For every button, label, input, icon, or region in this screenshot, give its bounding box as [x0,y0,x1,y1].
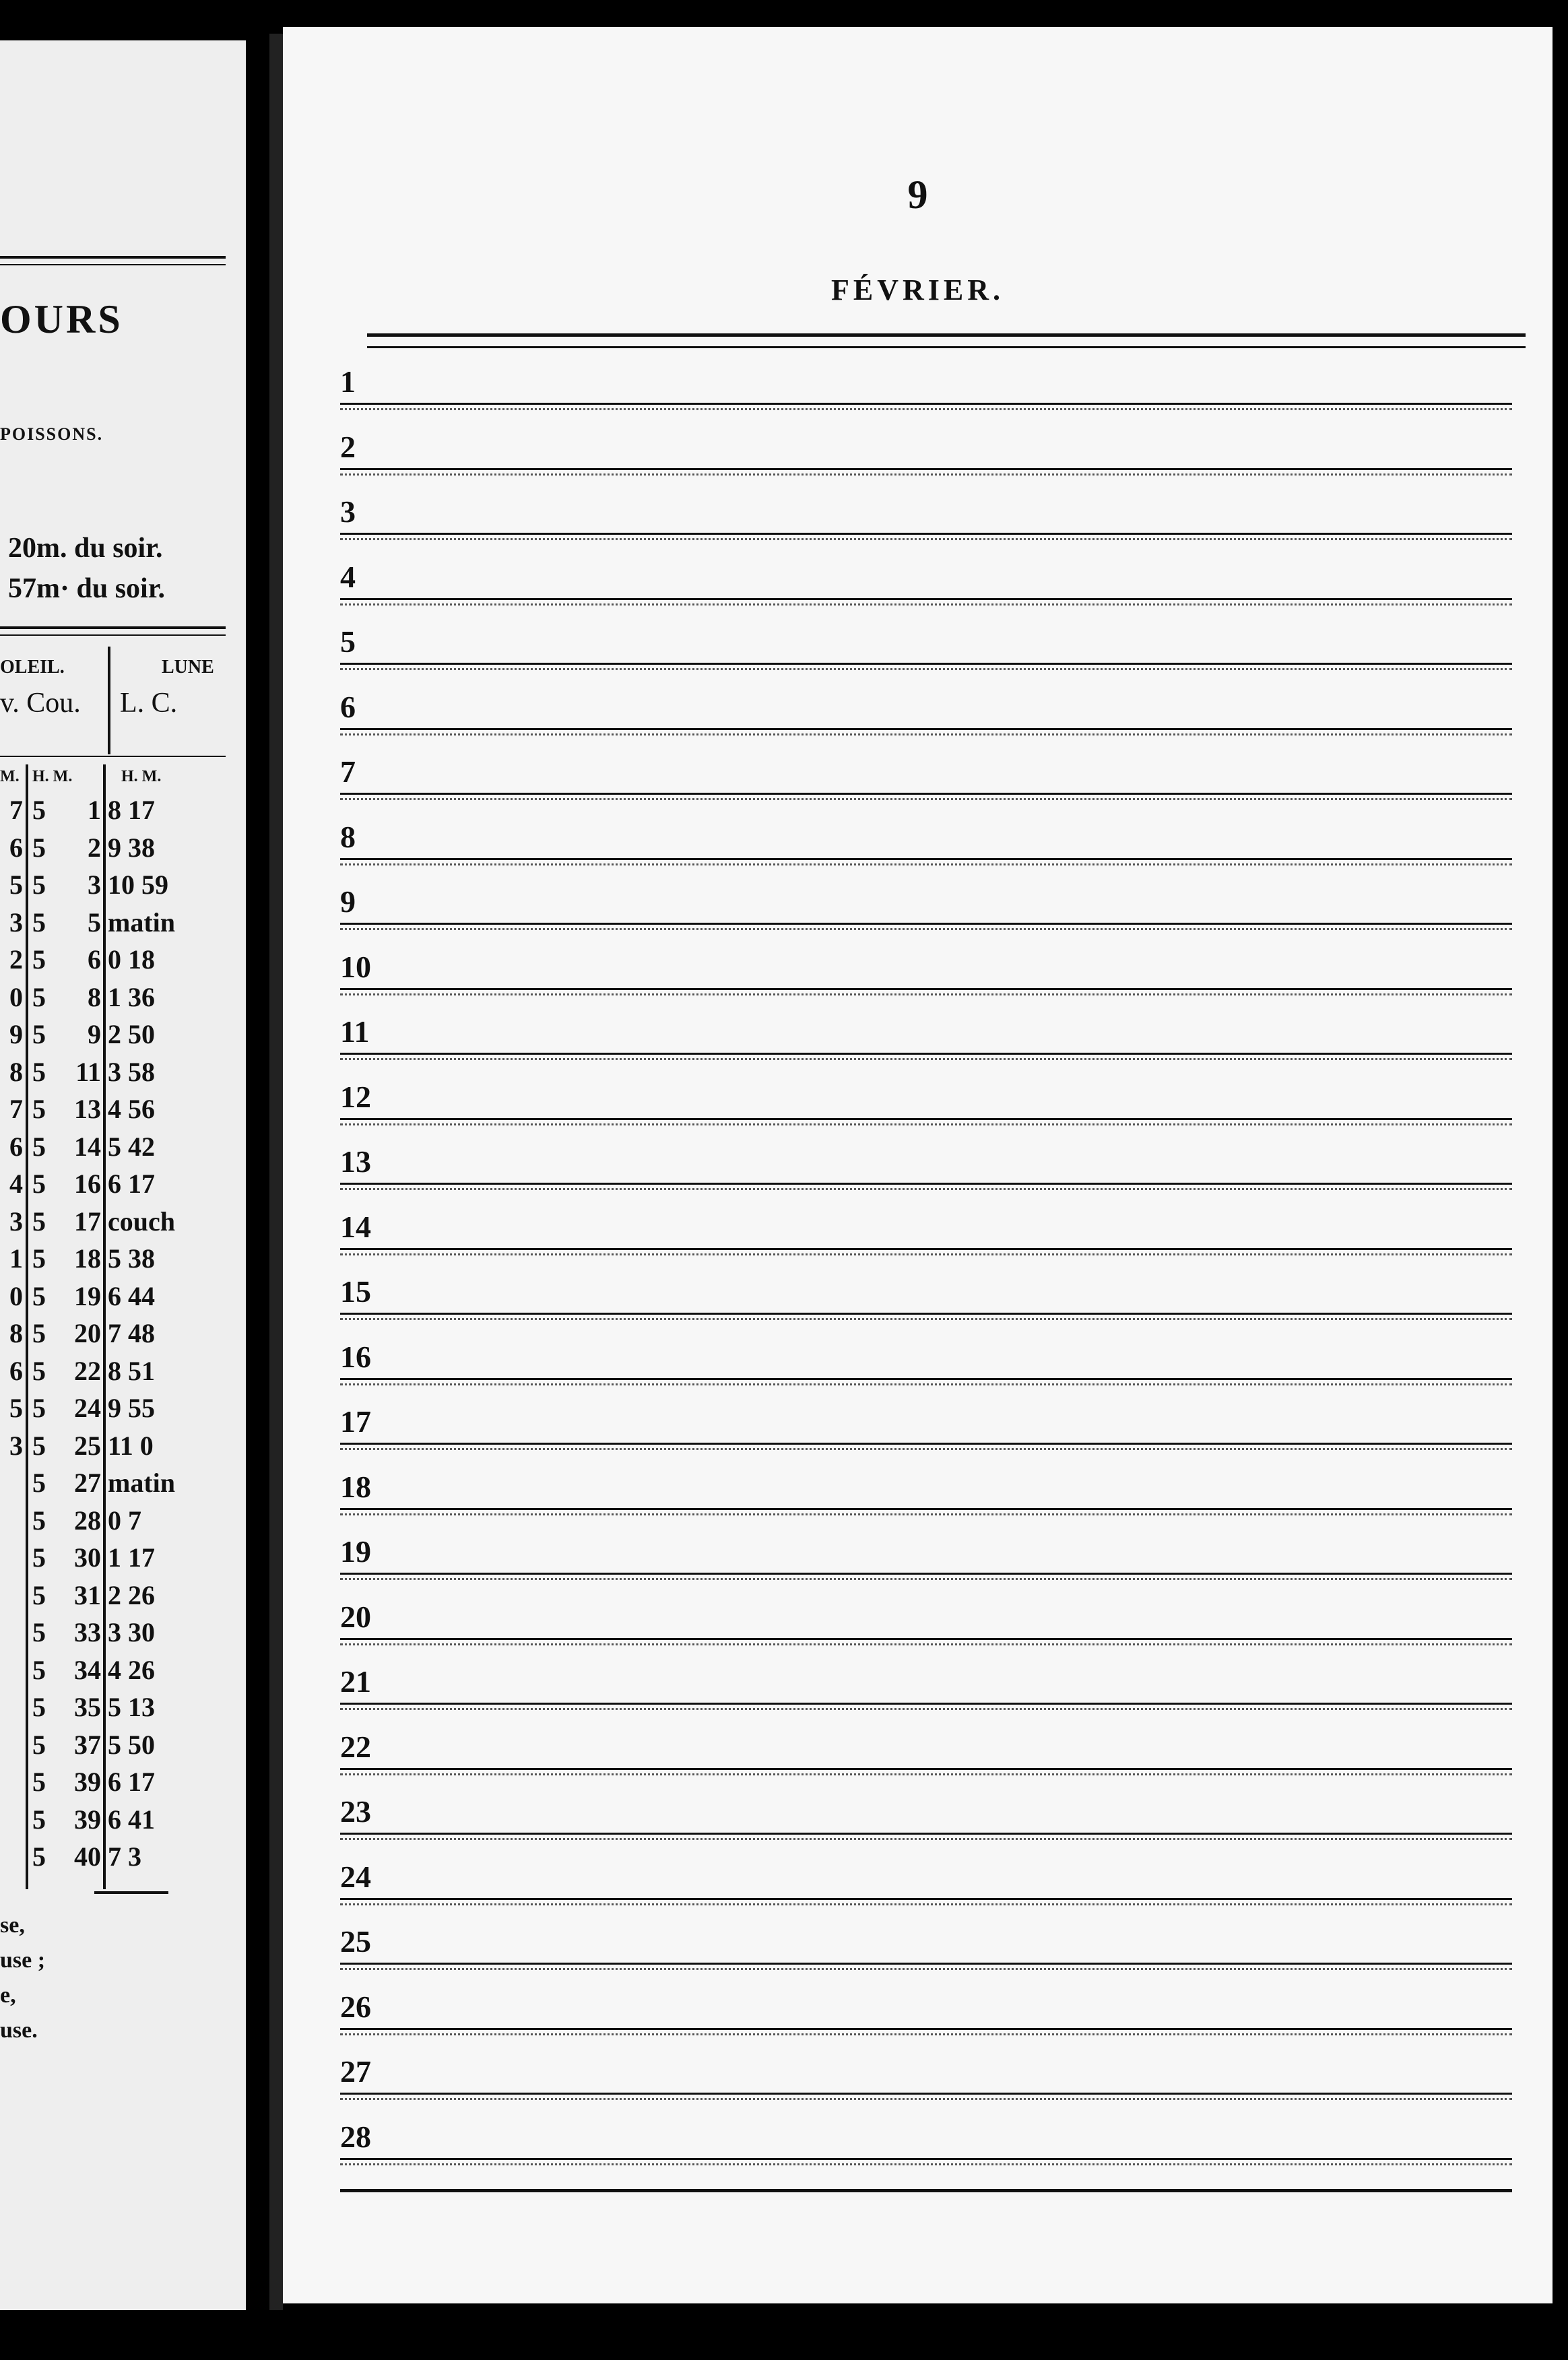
table-cell [0,1726,23,1764]
day-dotted-rule [340,1773,1512,1775]
day-dotted-rule [340,1188,1512,1190]
table-bottom-rule [94,1891,168,1894]
coucher-hour-column [32,791,53,1876]
table-cell: 5 [32,981,46,1012]
day-rule [340,663,1512,665]
table-cell: 1 [9,1243,23,1274]
table-cell [0,1464,23,1502]
day-row [340,1647,1512,1711]
day-dotted-rule [340,1448,1512,1450]
day-rule [340,1378,1512,1380]
day-dotted-rule [340,993,1512,995]
day-rule [340,1898,1512,1900]
table-cell: 30 [74,1542,101,1573]
table-cell: 9 [9,1019,23,1049]
day-rule [340,1703,1512,1705]
table-cell: 5 [32,1804,46,1835]
table-cell: 8 [88,981,101,1012]
table-cell: 7 48 [108,1318,155,1348]
table-cell: 9 38 [108,832,155,863]
table-cell: 6 [88,944,101,975]
day-row [340,1582,1512,1647]
book-gutter [269,34,283,2310]
day-rule [340,2028,1512,2030]
table-cell: 11 [75,1056,101,1087]
table-cell: 1 36 [108,981,155,1012]
table-cell: 2 50 [108,1019,155,1049]
coucher-minutes-column [54,791,101,1876]
day-dotted-rule [340,603,1512,605]
table-cell: 11 0 [108,1430,154,1461]
day-rule [340,1963,1512,1965]
day-number: 2 [340,429,356,464]
table-cell: 5 [32,944,46,975]
table-cell: 2 26 [108,1579,155,1610]
table-cell: 0 [9,981,23,1012]
day-rule [340,2093,1512,2095]
table-cell: 5 [32,1430,46,1461]
table-cell: 1 17 [108,1542,155,1573]
table-top-rule-thin [0,634,226,636]
table-cell: 18 [74,1243,101,1274]
table-cell: 5 13 [108,1692,155,1722]
table-cell: 22 [74,1355,101,1386]
table-cell: 9 55 [108,1393,155,1423]
table-cell: 5 [32,832,46,863]
day-row [340,542,1512,607]
table-cell: 8 [9,1056,23,1087]
day-number: 23 [340,1794,371,1829]
header-rule-thin [0,264,226,265]
table-cell: 6 [9,1131,23,1162]
day-row [340,1387,1512,1451]
day-number: 16 [340,1339,371,1374]
day-dotted-rule [340,1968,1512,1970]
table-cell: 28 [74,1505,101,1536]
table-cell: 1 [88,795,101,825]
zodiac-label: POISSONS. [0,424,104,444]
subheading-rule [0,756,226,757]
day-rule [340,1118,1512,1120]
table-cell: 0 18 [108,944,155,975]
day-rule [340,468,1512,470]
table-cell: 4 [9,1169,23,1199]
day-number: 13 [340,1144,371,1179]
previous-page [0,40,246,2310]
header-rule [0,256,226,259]
day-number: 9 [340,884,356,919]
day-row [340,2102,1512,2167]
day-number: 14 [340,1209,371,1244]
day-dotted-rule [340,2098,1512,2100]
table-cell: 2 [9,944,23,975]
table-cell: 5 [32,795,46,825]
table-cell: 25 [74,1430,101,1461]
table-cell: 5 [32,1393,46,1423]
moon-phase-1: 20m. du soir. [8,533,163,564]
table-cell: 3 58 [108,1056,155,1087]
table-cell: 5 [88,907,101,938]
day-number: 28 [340,2119,371,2154]
day-row [340,347,1512,412]
table-cell: matin [108,1468,175,1498]
bottom-rule [340,2189,1512,2192]
table-cell: 3 [9,907,23,938]
day-row [340,997,1512,1061]
day-dotted-rule [340,733,1512,735]
table-cell: 31 [74,1579,101,1610]
day-dotted-rule [340,1708,1512,1710]
footnote-line: use ; [0,1948,46,1973]
day-rule [340,1573,1512,1575]
day-row [340,737,1512,801]
day-row [340,1842,1512,1907]
hm-label-2: H. M. [32,768,73,785]
month-title: FÉVRIER. [830,273,1005,306]
table-cell: 5 [32,1355,46,1386]
table-cell: 5 [32,1206,46,1237]
column-divider [26,764,28,1889]
day-number: 12 [340,1079,371,1114]
day-rule [340,793,1512,795]
lune-column [108,791,229,1876]
table-cell [0,1763,23,1801]
day-rule [340,1508,1512,1510]
table-cell: 40 [74,1841,101,1872]
day-number: 19 [340,1534,371,1569]
day-dotted-rule [340,1058,1512,1060]
day-dotted-rule [340,1903,1512,1905]
table-cell: 6 41 [108,1804,155,1835]
table-cell: 6 [9,832,23,863]
day-row [340,1907,1512,1971]
day-dotted-rule [340,538,1512,540]
day-row [340,607,1512,671]
footnote-line: se, [0,1913,25,1938]
table-cell: 9 [88,1019,101,1049]
table-cell: 6 17 [108,1169,155,1199]
day-number: 24 [340,1859,371,1894]
table-cell: 8 51 [108,1355,155,1386]
day-number: 26 [340,1989,371,2024]
day-number: 17 [340,1404,371,1439]
day-number: 7 [340,754,356,789]
day-rule [340,1443,1512,1445]
table-cell: 37 [74,1729,101,1760]
day-row [340,802,1512,867]
day-number: 20 [340,1599,371,1634]
day-rule [340,1638,1512,1640]
table-cell: 5 [32,1654,46,1685]
table-cell: 8 [9,1318,23,1348]
table-cell: 39 [74,1767,101,1797]
table-cell: 33 [74,1617,101,1647]
table-cell: 4 56 [108,1094,155,1124]
day-dotted-rule [340,408,1512,410]
day-number: 6 [340,689,356,724]
day-dotted-rule [340,1578,1512,1580]
day-row [340,477,1512,542]
table-cell: 6 44 [108,1280,155,1311]
hm-label-3: H. M. [121,768,162,785]
day-number: 1 [340,364,356,399]
day-dotted-rule [340,1123,1512,1125]
table-cell: 6 [9,1355,23,1386]
day-number: 8 [340,819,356,854]
day-dotted-rule [340,1838,1512,1840]
table-cell: 5 [32,1841,46,1872]
table-cell [0,1614,23,1651]
day-dotted-rule [340,1383,1512,1385]
table-cell: 5 [9,1393,23,1423]
table-cell: 5 [32,1542,46,1573]
table-cell: 7 [9,1094,23,1124]
table-cell: 5 [32,870,46,900]
previous-page-header: OURS [0,297,123,341]
table-cell: 34 [74,1654,101,1685]
table-cell [0,1801,23,1839]
day-rule [340,533,1512,535]
day-row [340,1712,1512,1777]
day-dotted-rule [340,1253,1512,1255]
table-cell [0,1689,23,1726]
table-cell: 5 [32,1131,46,1162]
table-cell: 7 3 [108,1841,141,1872]
day-dotted-rule [340,2033,1512,2035]
day-rule [340,598,1512,600]
day-rule [340,1183,1512,1185]
table-cell: 3 [88,870,101,900]
table-cell: 5 [32,1729,46,1760]
table-cell: 5 [32,1169,46,1199]
table-cell: 3 30 [108,1617,155,1647]
day-row [340,932,1512,997]
day-row [340,1192,1512,1257]
table-cell: 5 [32,907,46,938]
day-row [340,1127,1512,1191]
table-cell: 13 [74,1094,101,1124]
column-divider [108,647,110,754]
day-rule [340,403,1512,405]
day-dotted-rule [340,1513,1512,1515]
table-cell: 27 [74,1468,101,1498]
day-dotted-rule [340,1643,1512,1645]
day-number: 25 [340,1924,371,1959]
table-cell [0,1651,23,1689]
day-row [340,672,1512,737]
day-number: 18 [340,1469,371,1504]
footnote-line: e, [0,1983,16,2008]
table-cell: 5 [32,1019,46,1049]
day-rule [340,988,1512,990]
table-cell: 0 7 [108,1505,141,1536]
table-cell: 4 26 [108,1654,155,1685]
day-row [340,1777,1512,1841]
day-dotted-rule [340,2163,1512,2165]
hm-label-1: M. [0,768,20,785]
day-dotted-rule [340,473,1512,476]
table-cell: 6 17 [108,1767,155,1797]
day-number: 10 [340,949,371,984]
day-dotted-rule [340,863,1512,865]
table-cell: couch [108,1206,175,1237]
table-cell [0,1838,23,1876]
lev-cou-heading: v. Cou. [0,688,81,719]
table-cell: 16 [74,1169,101,1199]
table-cell: 5 [32,1318,46,1348]
lune-lc-heading: L. C. [120,688,178,719]
day-dotted-rule [340,668,1512,670]
day-rule [340,1053,1512,1055]
table-cell [0,1577,23,1614]
day-row [340,1972,1512,2037]
table-cell [0,1539,23,1577]
table-cell: 5 [32,1617,46,1647]
day-row [340,2037,1512,2101]
table-cell: 5 [9,870,23,900]
page-number: 9 [907,172,928,217]
day-rule [340,2158,1512,2160]
day-number: 15 [340,1274,371,1309]
day-row [340,1517,1512,1581]
current-page [283,27,1553,2303]
table-cell: 19 [74,1280,101,1311]
table-cell: 5 [32,1579,46,1610]
table-cell: 5 [32,1056,46,1087]
table-cell: 5 [32,1280,46,1311]
table-cell: 39 [74,1804,101,1835]
moon-phase-2: 57m· du soir. [8,573,166,604]
day-number: 27 [340,2054,371,2089]
day-number: 3 [340,494,356,529]
column-divider [103,764,106,1889]
table-cell: 17 [74,1206,101,1237]
day-number: 11 [340,1014,370,1049]
table-cell: 0 [9,1280,23,1311]
lune-heading: LUNE [162,657,214,678]
day-rule [340,728,1512,730]
table-cell: 3 [9,1430,23,1461]
table-cell: matin [108,907,175,938]
table-cell: 5 50 [108,1729,155,1760]
soleil-heading: OLEIL. [0,657,65,678]
day-number: 21 [340,1664,371,1699]
day-number: 4 [340,559,356,594]
day-number: 22 [340,1729,371,1764]
table-cell: 5 [32,1692,46,1722]
day-rule [340,1313,1512,1315]
day-rule [340,858,1512,860]
table-cell: 5 [32,1505,46,1536]
table-cell: 7 [9,795,23,825]
table-cell: 5 38 [108,1243,155,1274]
table-cell: 5 [32,1767,46,1797]
footnote-line: use. [0,2018,38,2043]
table-cell: 5 42 [108,1131,155,1162]
day-row [340,1062,1512,1127]
table-cell: 5 [32,1094,46,1124]
day-rule [340,923,1512,925]
table-cell: 5 [32,1243,46,1274]
day-row [340,1257,1512,1321]
day-row [340,1322,1512,1387]
table-cell: 35 [74,1692,101,1722]
day-dotted-rule [340,928,1512,930]
table-cell: 10 59 [108,870,168,900]
table-cell: 20 [74,1318,101,1348]
table-top-rule [0,626,226,629]
day-rule [340,1833,1512,1835]
title-double-rule [367,333,1526,348]
day-row [340,867,1512,931]
day-rule [340,1768,1512,1770]
day-dotted-rule [340,798,1512,800]
day-row [340,1452,1512,1517]
table-cell: 24 [74,1393,101,1423]
table-cell [0,1502,23,1540]
table-cell: 2 [88,832,101,863]
table-cell: 3 [9,1206,23,1237]
table-cell: 5 [32,1468,46,1498]
table-cell: 8 17 [108,795,155,825]
day-dotted-rule [340,1318,1512,1320]
day-rule [340,1248,1512,1250]
day-row [340,412,1512,477]
table-cell: 14 [74,1131,101,1162]
lever-minutes-column [0,791,23,1876]
day-number: 5 [340,624,356,659]
